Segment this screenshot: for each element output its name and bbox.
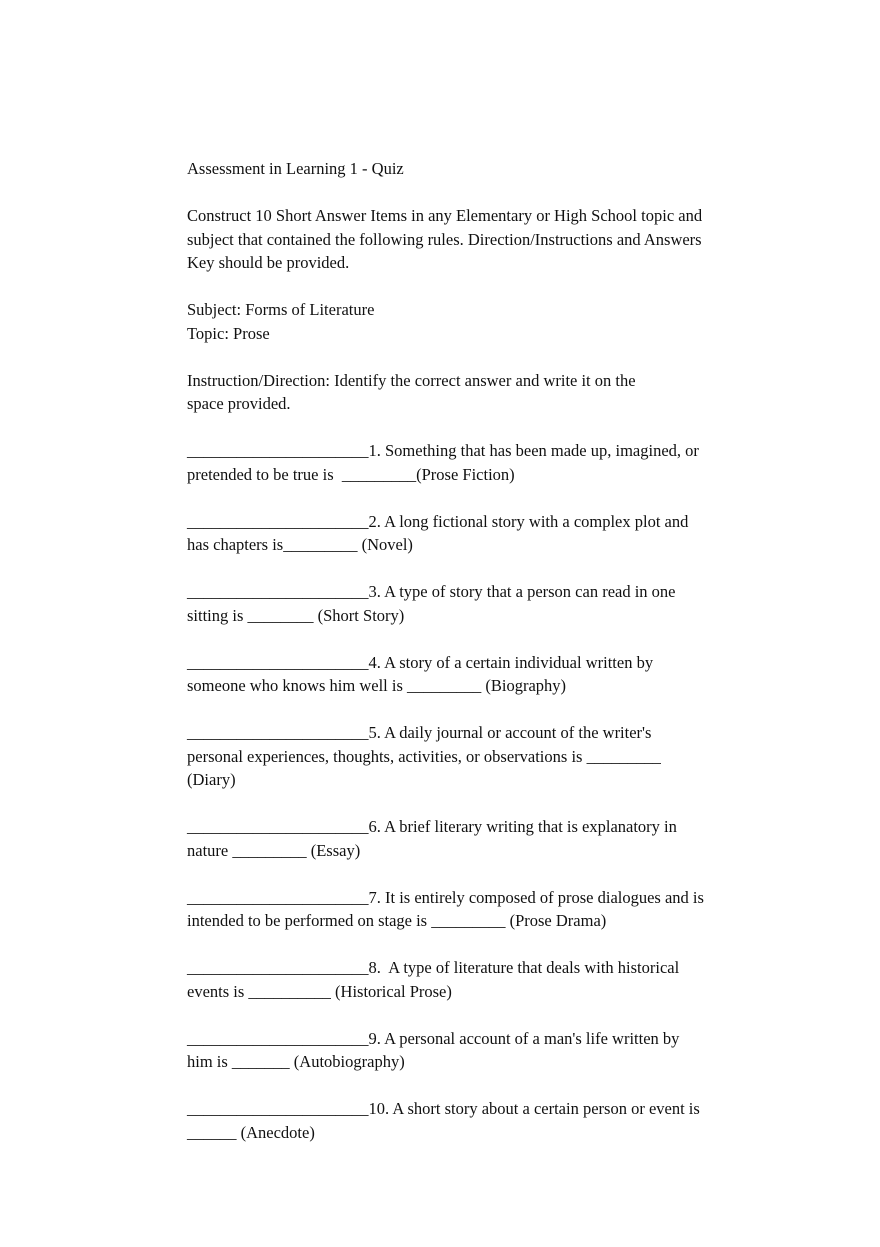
quiz-item xyxy=(187,956,867,1003)
intro-line: Construct 10 Short Answer Items in any Elementary or High School topic and xyxy=(187,206,703,225)
quiz-item-line: someone who knows him well is _________ (Biography) xyxy=(187,676,567,695)
subject-line: Subject: Forms of Literature xyxy=(187,300,375,319)
quiz-item xyxy=(187,886,867,933)
quiz-item-line: nature _________ (Essay) xyxy=(187,840,361,860)
quiz-items xyxy=(187,439,867,1144)
quiz-item-line: ______________________10. A short story about a certain person or event is xyxy=(187,1099,700,1118)
quiz-item xyxy=(187,1097,867,1144)
quiz-item-line: ______________________7. It is entirely composed of prose dialogues and is xyxy=(187,887,704,907)
subject-topic-block xyxy=(187,298,867,345)
instruction-line: Instruction/Direction: Identify the correct answer and write it on the xyxy=(187,370,636,390)
title-block xyxy=(187,157,867,181)
quiz-item-line: personal experiences, thoughts, activities, or observations is _________ xyxy=(187,746,661,766)
quiz-item-line: pretended to be true is _________(Prose Fiction) xyxy=(187,464,515,484)
quiz-item-line: ______________________2. A long fictional story with a complex plot and xyxy=(187,511,689,531)
quiz-item-line: him is _______ (Autobiography) xyxy=(187,1052,405,1071)
quiz-item-line: events is __________ (Historical Prose) xyxy=(187,981,452,1001)
quiz-item-line: ______________________6. A brief literary writing that is explanatory in xyxy=(187,817,677,836)
quiz-item-line: ______________________1. Something that has been made up, imagined, or xyxy=(187,441,699,460)
quiz-item-line: sitting is ________ (Short Story) xyxy=(187,605,405,625)
quiz-item xyxy=(187,651,867,698)
quiz-item xyxy=(187,1027,867,1074)
topic-line: Topic: Prose xyxy=(187,323,270,343)
quiz-item-line: ______________________9. A personal account of a man's life written by xyxy=(187,1028,680,1048)
quiz-item xyxy=(187,439,867,486)
quiz-item-line: ______________________8. A type of literature that deals with historical xyxy=(187,958,680,977)
quiz-item-line: (Diary) xyxy=(187,770,236,789)
quiz-item-line: ______________________3. A type of story that a person can read in one xyxy=(187,582,676,601)
instruction-line: space provided. xyxy=(187,394,291,413)
document-page xyxy=(187,157,867,1168)
quiz-item xyxy=(187,721,867,792)
quiz-item xyxy=(187,510,867,557)
instruction-paragraph xyxy=(187,369,867,416)
intro-line: subject that contained the following rules. Direction/Instructions and Answers xyxy=(187,229,702,249)
quiz-item-line: ______________________4. A story of a certain individual written by xyxy=(187,652,654,672)
quiz-item xyxy=(187,580,867,627)
quiz-item-line: ______________________5. A daily journal or account of the writer's xyxy=(187,723,652,742)
intro-line: Key should be provided. xyxy=(187,253,350,272)
page-title: Assessment in Learning 1 - Quiz xyxy=(187,159,404,178)
quiz-item-line: ______ (Anecdote) xyxy=(187,1122,315,1142)
quiz-item xyxy=(187,815,867,862)
intro-paragraph xyxy=(187,204,867,275)
quiz-item-line: intended to be performed on stage is _________ (Prose Drama) xyxy=(187,911,607,930)
quiz-item-line: has chapters is_________ (Novel) xyxy=(187,535,413,554)
